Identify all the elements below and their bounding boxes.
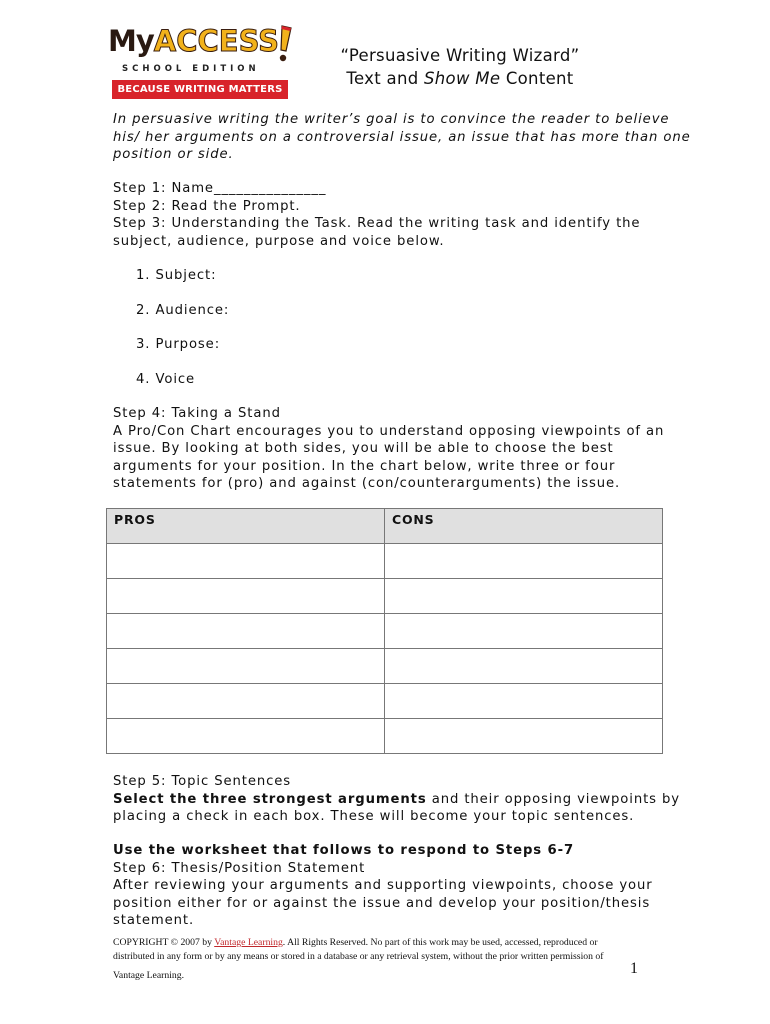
page-number: 1 <box>630 960 638 977</box>
logo-wordmark <box>108 24 279 58</box>
step-4-line: statements for (pro) and against (con/counterarguments) the issue. <box>113 476 621 491</box>
title-line-2-emphasis: Show Me <box>424 69 501 88</box>
chart-header-row <box>107 509 663 544</box>
table-row <box>107 614 663 649</box>
page-title <box>320 44 600 90</box>
step-5-title: Step 5: Topic Sentences <box>113 774 292 789</box>
pros-cell[interactable] <box>107 544 385 579</box>
list-item-audience: 2. Audience: <box>136 302 230 318</box>
intro-line: In persuasive writing the writer’s goal is to convince the reader to believe <box>113 112 670 127</box>
pros-cell[interactable] <box>107 579 385 614</box>
intro-line: his/ her arguments on a controversial issue, an issue that has more than one <box>113 129 691 145</box>
step-4-title: Step 4: Taking a Stand <box>113 406 281 421</box>
step-5-line-2: placing a check in each box. These will become your topic sentences. <box>113 809 635 824</box>
list-item-subject: 1. Subject: <box>136 268 217 283</box>
pros-cell[interactable] <box>107 719 385 754</box>
cons-cell[interactable] <box>385 544 663 579</box>
title-line-2 <box>320 67 600 90</box>
cons-header: CONS <box>385 509 663 544</box>
step-6-title: Step 6: Thesis/Position Statement <box>113 860 366 876</box>
logo-word-access: ACCESS <box>153 24 280 58</box>
worksheet-note: Use the worksheet that follows to respond to Steps 6-7 <box>113 843 575 858</box>
pros-cell[interactable] <box>107 684 385 719</box>
step-6-line: position either for or against the issue and develop your position/thesis <box>113 895 651 911</box>
pros-cell[interactable] <box>107 614 385 649</box>
step-3-line-1: Step 3: Understanding the Task. Read the writing task and identify the <box>113 216 641 231</box>
table-row <box>107 544 663 579</box>
step-6-line: After reviewing your arguments and supporting viewpoints, choose your <box>113 878 653 893</box>
step-6-line: statement. <box>113 913 195 928</box>
vantage-learning-link[interactable]: Vantage Learning <box>214 937 283 948</box>
step-1-name: Step 1: Name_______________ <box>113 181 327 196</box>
cons-cell[interactable] <box>385 684 663 719</box>
list-item-voice: 4. Voice <box>136 371 196 387</box>
step-5-bold: Select the three strongest arguments <box>113 791 427 807</box>
title-line-2-post: Content <box>500 69 574 88</box>
logo-word-my: My <box>108 24 154 58</box>
cons-cell[interactable] <box>385 719 663 754</box>
table-row <box>107 719 663 754</box>
footer-line-1-post: . All Rights Reserved. No part of this work may be used, accessed, reproduced or <box>282 937 598 948</box>
footer-line-1-pre: COPYRIGHT © 2007 by <box>113 937 215 948</box>
footer-line-1 <box>113 936 643 950</box>
list-item-purpose: 3. Purpose: <box>136 337 221 352</box>
table-row <box>107 579 663 614</box>
cons-cell[interactable] <box>385 614 663 649</box>
logo-edition: SCHOOL EDITION <box>122 64 260 74</box>
pro-con-chart <box>106 508 663 754</box>
intro-line: position or side. <box>113 147 234 162</box>
pencil-exclamation-icon <box>278 24 292 64</box>
step-4-line: arguments for your position. In the chart below, write three or four <box>113 458 616 474</box>
table-row <box>107 649 663 684</box>
pros-cell[interactable] <box>107 649 385 684</box>
intro-paragraph <box>113 111 691 164</box>
table-row <box>107 684 663 719</box>
step-2-read-prompt: Step 2: Read the Prompt. <box>113 198 301 214</box>
logo-tagline: BECAUSE WRITING MATTERS <box>112 80 288 99</box>
title-line-2-pre: Text and <box>346 69 425 88</box>
footer-line-2: distributed in any form or by any means or stored in a database or any retrieval system, without the prior written permission of <box>113 951 604 962</box>
title-line-1: “Persuasive Writing Wizard” <box>340 46 580 65</box>
step-5-line-1 <box>113 791 680 809</box>
step-5-rest: and their opposing viewpoints by <box>426 791 681 807</box>
cons-cell[interactable] <box>385 579 663 614</box>
pros-header: PROS <box>107 509 385 544</box>
myaccess-logo <box>108 24 298 102</box>
step-4-line: A Pro/Con Chart encourages you to understand opposing viewpoints of an <box>113 423 665 439</box>
step-3-line-2: subject, audience, purpose and voice below. <box>113 233 445 249</box>
footer-line-3: Vantage Learning. <box>113 970 185 981</box>
cons-cell[interactable] <box>385 649 663 684</box>
step-4-line: issue. By looking at both sides, you will be able to choose the best <box>113 441 614 456</box>
copyright-footer <box>113 936 643 983</box>
